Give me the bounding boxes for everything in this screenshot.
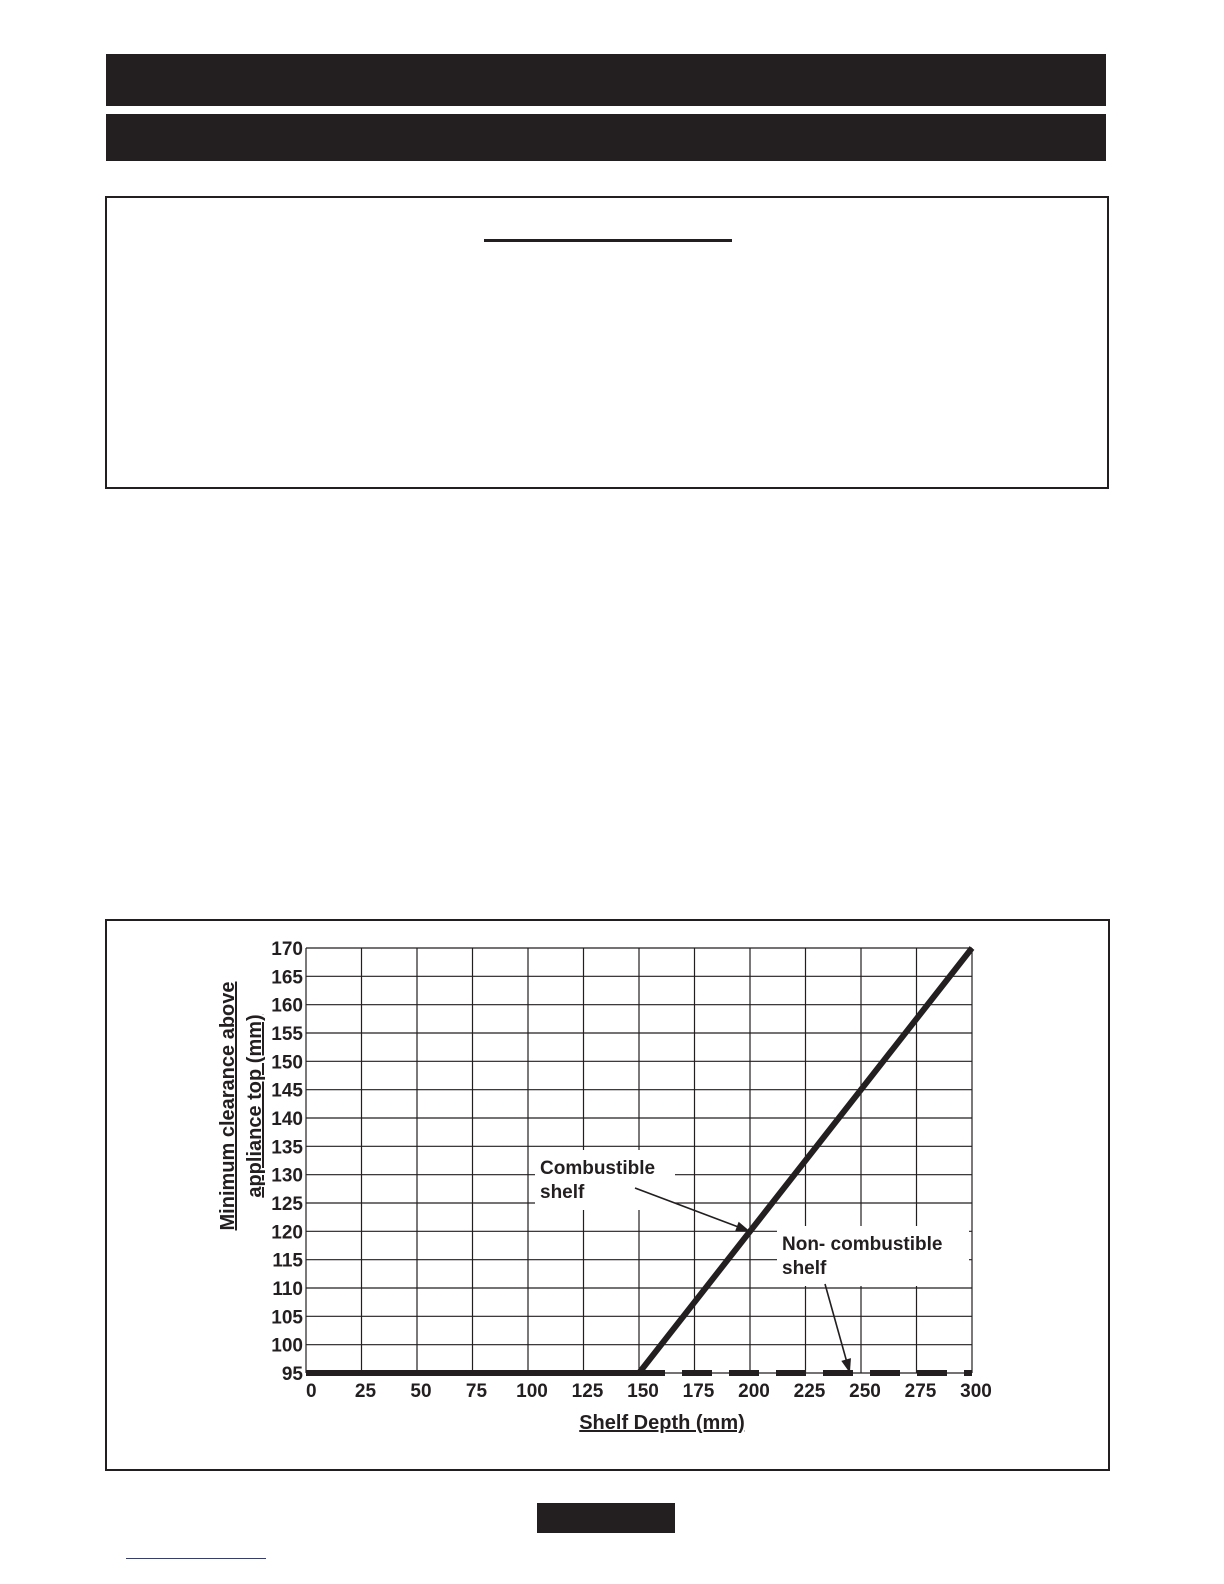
x-tick-label-175: 175 [682, 1381, 715, 1402]
y-tick-label-135: 135 [271, 1137, 303, 1159]
footer-link-underline[interactable] [126, 1558, 266, 1559]
x-tick-label-150: 150 [627, 1381, 659, 1402]
header-bar-bottom [106, 114, 1106, 161]
annotation-arrowhead-0 [735, 1222, 750, 1232]
annotations [535, 1150, 969, 1373]
y-tick-label-170: 170 [271, 939, 303, 960]
annotation-0-line-1: Combustible [540, 1158, 656, 1179]
chart-frame [105, 919, 1110, 1471]
y-axis-label [217, 982, 266, 1231]
y-tick-label-145: 145 [271, 1080, 303, 1102]
x-tick-label-50: 50 [410, 1381, 432, 1402]
y-axis-label-line-1: Minimum clearance above [217, 981, 239, 1231]
notice-heading-rule [484, 239, 732, 242]
y-tick-label-160: 160 [271, 995, 303, 1017]
y-tick-label-110: 110 [272, 1279, 303, 1300]
x-tick-label-100: 100 [516, 1381, 548, 1402]
annotation-1-line-1: Non- combustible [782, 1234, 943, 1255]
notice-box [105, 196, 1109, 489]
x-tick-label-225: 225 [793, 1381, 826, 1402]
y-tick-label-120: 120 [271, 1222, 303, 1244]
x-tick-label-0: 0 [306, 1381, 317, 1402]
annotation-1-line-2: shelf [782, 1258, 827, 1279]
x-tick-label-300: 300 [960, 1381, 992, 1402]
y-tick-label-95: 95 [281, 1364, 303, 1385]
x-tick-label-250: 250 [849, 1381, 881, 1402]
y-tick-label-115: 115 [272, 1250, 303, 1272]
y-tick-label-130: 130 [271, 1165, 303, 1187]
y-tick-label-165: 165 [271, 967, 303, 989]
x-tick-label-125: 125 [571, 1381, 604, 1402]
y-tick-label-105: 105 [271, 1307, 303, 1329]
header-bar-top [106, 54, 1106, 106]
y-tick-label-125: 125 [271, 1194, 303, 1215]
x-tick-label-275: 275 [904, 1381, 937, 1402]
page-number-tab [537, 1503, 675, 1533]
x-tick-label-75: 75 [465, 1381, 488, 1402]
y-tick-label-140: 140 [271, 1109, 303, 1130]
y-tick-label-150: 150 [271, 1052, 303, 1074]
annotation-0-line-2: shelf [540, 1182, 585, 1203]
x-axis-label: Shelf Depth (mm) [579, 1412, 745, 1434]
x-tick-label-25: 25 [354, 1381, 377, 1402]
y-axis-label-line-2: appliance top (mm) [244, 1014, 266, 1198]
x-tick-label-200: 200 [738, 1381, 770, 1402]
y-tick-label-155: 155 [271, 1024, 303, 1045]
y-tick-label-100: 100 [271, 1335, 303, 1357]
clearance-chart [107, 921, 1108, 1469]
